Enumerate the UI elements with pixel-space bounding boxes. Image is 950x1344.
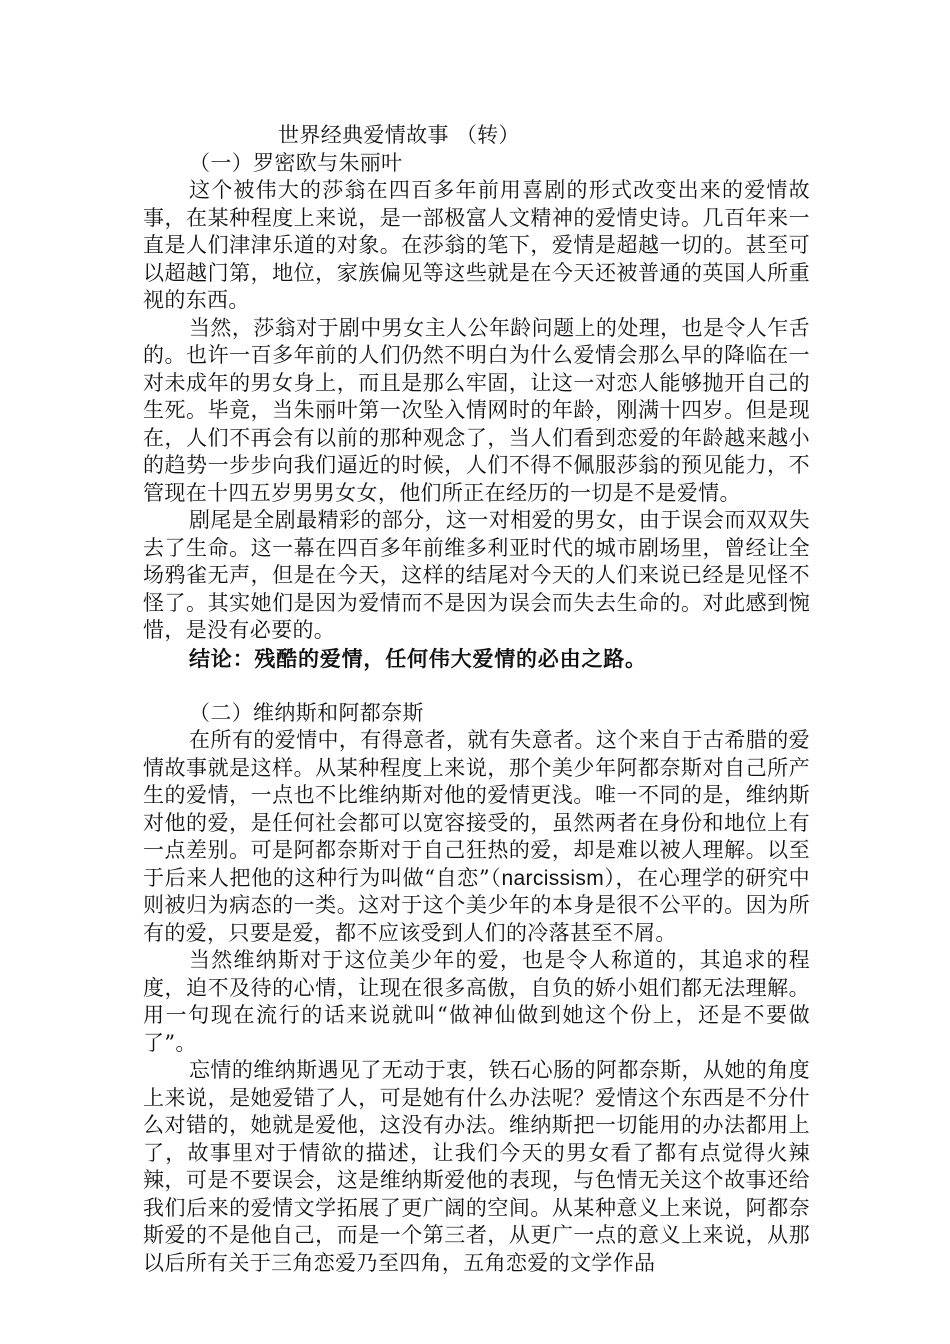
paragraph: 剧尾是全剧最精彩的部分，这一对相爱的男女，由于误会而双双失去了生命。这一幕在四百多年前维多利亚时代的城市剧场里，曾经让全场鸦雀无声，但是在今天，这样的结尾对今天的人们来说已经是见怪不怪了。其实她们是因为爱情而不是因为误会而失去生命的。对此感到惋惜，是没有必要的。 (143, 508, 810, 642)
latin-term: narcissism (501, 866, 605, 890)
blank-line (143, 672, 810, 700)
paragraph-text: ），在心理学的研究中则被归为病态的一类。这对于这个美少年的本身是很不公平的。因为所有的爱，只要是爱，都不应该受到人们的冷落甚至不屑。 (143, 865, 810, 945)
paragraph: 这个被伟大的莎翁在四百多年前用喜剧的形式改变出来的爱情故事，在某种程度上来说，是一部极富人文精神的爱情史诗。几百年来一直是人们津津乐道的对象。在莎翁的笔下，爱情是超越一切的。甚至可以超越门第，地位，家族偏见等这些就是在今天还被普通的英国人所重视的东西。 (143, 178, 810, 312)
conclusion-text: 结论：残酷的爱情，任何伟大爱情的必由之路。 (189, 645, 647, 671)
paragraph: 忘情的维纳斯遇见了无动于衷，铁石心肠的阿都奈斯，从她的角度上来说，是她爱错了人，可是她有什么办法呢？爱情这个东西是不分什么对错的，她就是爱他，这没有办法。维纳斯把一切能用的办法都用上了，故事里对于情欲的描述，让我们今天的男女看了都有点觉得火辣辣，可是不要误会，这是维纳斯爱他的表现，与色情无关这个故事还给我们后来的爱情文学拓展了更广阔的空间。从某种意义上来说，阿都奈斯爱的不是他自己，而是一个第三者，从更广一点的意义上来说，从那以后所有关于三角恋爱乃至四角，五角恋爱的文学作品 (143, 1058, 810, 1275)
paragraph: 当然，莎翁对于剧中男女主人公年龄问题上的处理，也是令人乍舌的。也许一百多年前的人们仍然不明白为什么爱情会那么早的降临在一对未成年的男女身上，而且是那么牢固，让这一对恋人能够抛开自己的生死。毕竟，当朱丽叶第一次坠入情网时的年龄，刚满十四岁。但是现在，人们不再会有以前的那种观念了，当人们看到恋爱的年龄越来越小的趋势一步步向我们逼近的时候，人们不得不佩服莎翁的预见能力，不管现在十四五岁男男女女，他们所正在经历的一切是不是爱情。 (143, 315, 810, 505)
document-page (143, 122, 810, 1277)
section-heading-venus-adonis: （二）维纳斯和阿都奈斯 (189, 700, 424, 725)
paragraph: 当然维纳斯对于这位美少年的爱，也是令人称道的，其追求的程度，迫不及待的心情，让现在很多高傲，自负的娇小姐们都无法理解。用一句现在流行的话来说就叫“做神仙做到她这个份上，还是不要做了”。 (143, 948, 810, 1055)
paragraph (143, 727, 810, 947)
document-title: 世界经典爱情故事 （转） (278, 123, 520, 147)
section-heading-romeo-juliet: （一）罗密欧与朱丽叶 (189, 150, 403, 175)
paragraph-text: 在所有的爱情中，有得意者，就有失意者。这个来自于古希腊的爱情故事就是这样。从某种程度上来说，那个美少年阿都奈斯对自己所产生的爱情，一点也不比维纳斯对他的爱情更浅。唯一不同的是，维纳斯对他的爱，是任何社会都可以宽容接受的，虽然两者在身份和地位上有一点差别。可是阿都奈斯对于自己狂热的爱，却是难以被人理解。以至于后来人把他的这种行为叫做“自恋”（ (143, 728, 810, 890)
